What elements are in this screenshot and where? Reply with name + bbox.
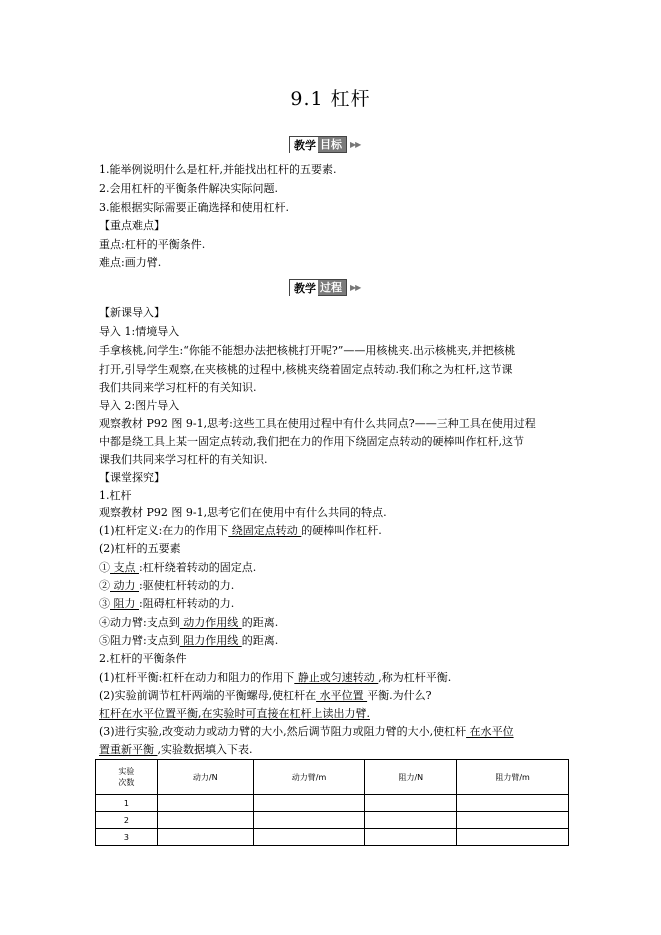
table-header-row bbox=[96, 760, 569, 795]
answer-blank: 动力 bbox=[110, 579, 139, 592]
table-row bbox=[96, 829, 569, 846]
table-cell[interactable] bbox=[457, 795, 569, 812]
section2-title: 2.杠杆的平衡条件 bbox=[99, 652, 187, 665]
goal-2: 2.会用杠杆的平衡条件解决实际问题. bbox=[99, 182, 278, 195]
difficulty: 难点:画力臂. bbox=[99, 256, 162, 269]
goal-3: 3.能根据实际需要正确选择和使用杠杆. bbox=[99, 201, 289, 214]
banner-label-part2: 目标 bbox=[318, 137, 346, 152]
explore-header: 【课堂探究】 bbox=[99, 471, 165, 484]
banner-label-part2: 过程 bbox=[318, 280, 346, 295]
answer-blank: 在水平位 bbox=[466, 725, 514, 738]
element-fulcrum: ① 支点 :杠杆绕着转动的固定点. bbox=[99, 561, 257, 574]
intro1-line: 打开,引导学生观察,在夹核桃的过程中,核桃夹绕着固定点转动.我们称之为杠杆,这节课 bbox=[99, 363, 513, 376]
table-header-trial: 实验 次数 bbox=[96, 760, 158, 795]
answer-blank: 绕固定点转动 bbox=[228, 524, 302, 537]
lever-definition: (1)杠杆定义:在力的作用下 绕固定点转动 的硬棒叫作杠杆. bbox=[99, 524, 382, 537]
intro1-line: 我们共同来学习杠杆的有关知识. bbox=[99, 381, 257, 394]
table-header-load-arm: 阻力臂/m bbox=[457, 760, 569, 795]
table-row bbox=[96, 812, 569, 829]
intro1-line: 手拿核桃,问学生:“你能不能想办法把核桃打开呢?”——用核桃夹.出示核桃夹,并把核桃 bbox=[99, 344, 516, 357]
element-effort-arm: ④动力臂:支点到 动力作用线 的距离. bbox=[99, 616, 279, 629]
answer-blank: 阻力 bbox=[110, 597, 139, 610]
answer-blank: 杠杆在水平位置平衡,在实验时可直接在杠杆上读出力臂. bbox=[99, 707, 370, 720]
intro-header: 【新课导入】 bbox=[99, 306, 165, 319]
intro2-line: 中都是绕工具上某一固定点转动,我们把在力的作用下绕固定点转动的硬棒叫作杠杆,这节 bbox=[99, 435, 524, 448]
table-cell[interactable] bbox=[365, 829, 457, 846]
experiment-data-table bbox=[95, 759, 569, 846]
page-title: 9.1 杠杆 bbox=[290, 88, 371, 110]
table-cell[interactable] bbox=[365, 812, 457, 829]
experiment-instruction-cont: 置重新平衡 ,实验数据填入下表. bbox=[99, 743, 253, 756]
table-cell[interactable] bbox=[365, 795, 457, 812]
table-cell[interactable] bbox=[457, 829, 569, 846]
double-arrow-icon: ▶▶ bbox=[350, 283, 361, 292]
table-header-load: 阻力/N bbox=[365, 760, 457, 795]
table-cell[interactable] bbox=[157, 812, 253, 829]
teaching-process-banner bbox=[289, 279, 360, 296]
section1-observe: 观察教材 P92 图 9-1,思考它们在使用中有什么共同的特点. bbox=[99, 506, 387, 519]
experiment-instruction: (3)进行实验,改变动力或动力臂的大小,然后调节阻力或阻力臂的大小,使杠杆 在水平位 bbox=[99, 725, 514, 738]
teaching-goals-banner bbox=[289, 136, 360, 153]
balance-adjust-answer bbox=[99, 707, 370, 721]
intro1-title: 导入 1:情境导入 bbox=[99, 325, 180, 338]
table-header-effort-arm: 动力臂/m bbox=[253, 760, 365, 795]
table-header-effort: 动力/N bbox=[157, 760, 253, 795]
table-cell[interactable] bbox=[253, 812, 365, 829]
table-cell[interactable] bbox=[253, 829, 365, 846]
trial-number: 3 bbox=[96, 829, 158, 846]
goal-1: 1.能举例说明什么是杠杆,并能找出杠杆的五要素. bbox=[99, 163, 337, 176]
trial-number: 1 bbox=[96, 795, 158, 812]
table-cell[interactable] bbox=[157, 829, 253, 846]
banner-label-part1: 教学 bbox=[290, 137, 318, 153]
table-cell[interactable] bbox=[253, 795, 365, 812]
trial-number: 2 bbox=[96, 812, 158, 829]
key-points-header: 【重点难点】 bbox=[99, 219, 165, 232]
element-load: ③ 阻力 :阻碍杠杆转动的力. bbox=[99, 597, 235, 610]
intro2-title: 导入 2:图片导入 bbox=[99, 399, 180, 412]
answer-blank: 动力作用线 bbox=[179, 616, 242, 629]
section1-title: 1.杠杆 bbox=[99, 489, 132, 502]
answer-blank: 静止或匀速转动 bbox=[294, 671, 379, 684]
answer-blank: 支点 bbox=[110, 561, 139, 574]
table-cell[interactable] bbox=[457, 812, 569, 829]
answer-blank: 水平位置 bbox=[316, 689, 368, 702]
answer-blank: 置重新平衡 bbox=[99, 743, 158, 756]
double-arrow-icon: ▶▶ bbox=[350, 140, 361, 149]
element-load-arm: ⑤阻力臂:支点到 阻力作用线 的距离. bbox=[99, 634, 279, 647]
intro2-line: 观察教材 P92 图 9-1,思考:这些工具在使用过程中有什么共同点?——三种工具在使用过程 bbox=[99, 417, 536, 430]
element-effort: ② 动力 :驱使杠杆转动的力. bbox=[99, 579, 235, 592]
balance-adjust-question: (2)实验前调节杠杆两端的平衡螺母,使杠杆在 水平位置 平衡.为什么? bbox=[99, 689, 432, 702]
table-cell[interactable] bbox=[157, 795, 253, 812]
table-row bbox=[96, 795, 569, 812]
key-point: 重点:杠杆的平衡条件. bbox=[99, 238, 206, 251]
intro2-line: 课我们共同来学习杠杆的有关知识. bbox=[99, 453, 268, 466]
balance-definition: (1)杠杆平衡:杠杆在动力和阻力的作用下 静止或匀速转动 ,称为杠杆平衡. bbox=[99, 671, 452, 684]
banner-label-part1: 教学 bbox=[290, 280, 318, 296]
answer-blank: 阻力作用线 bbox=[179, 634, 242, 647]
five-elements-title: (2)杠杆的五要素 bbox=[99, 542, 181, 555]
